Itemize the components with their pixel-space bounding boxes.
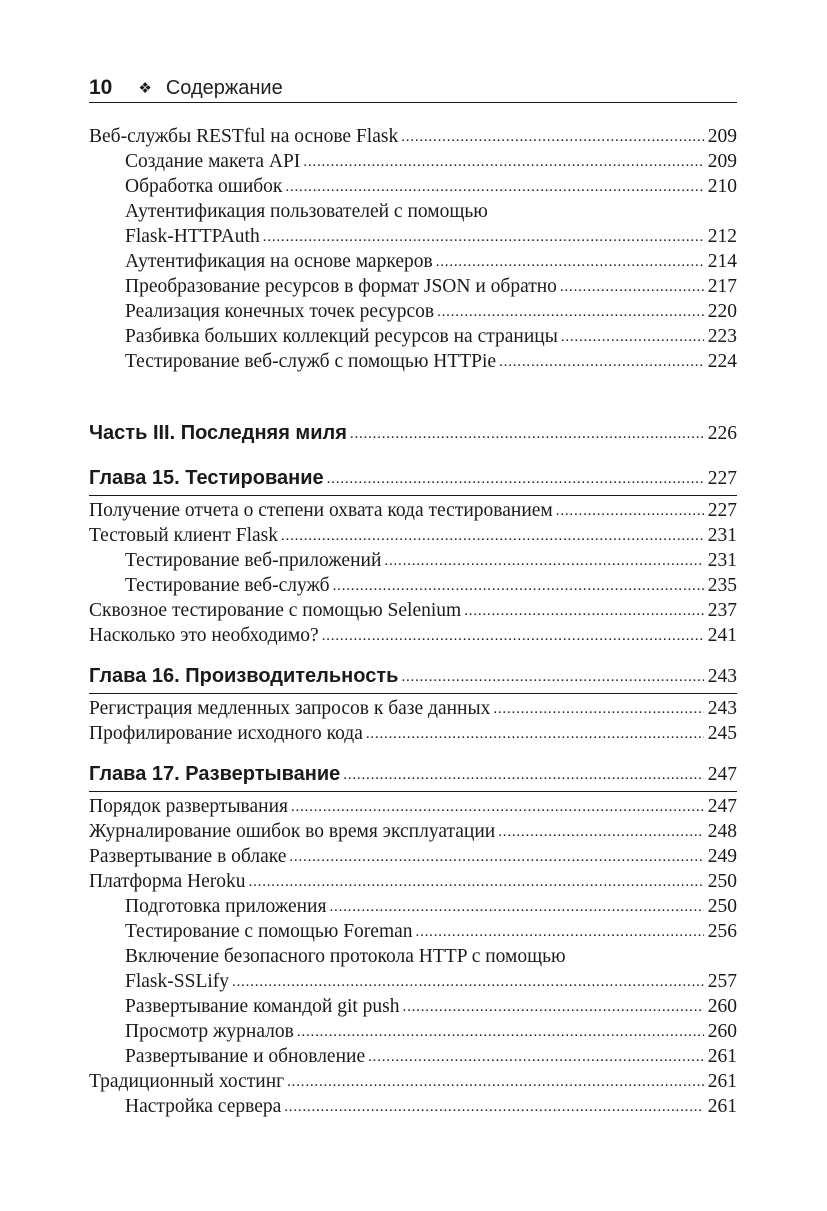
toc-entry-page: 248 xyxy=(707,821,737,842)
toc-entry-page: 247 xyxy=(707,796,737,817)
toc-entry xyxy=(89,1044,737,1069)
toc-entry-title: Тестирование веб-служб xyxy=(125,575,330,596)
dot-leader xyxy=(561,323,704,350)
toc-entry-title: Получение отчета о степени охвата кода тестированием xyxy=(89,500,553,521)
toc-entry-title: Создание макета API xyxy=(125,151,301,172)
toc-entry-page: 231 xyxy=(707,525,737,546)
toc-entry-page: 210 xyxy=(707,176,737,197)
toc-entry xyxy=(89,894,737,919)
toc-entry-page: 231 xyxy=(707,550,737,571)
toc-entry-page: 261 xyxy=(707,1046,737,1067)
chapter-title: Глава 16. Производительность xyxy=(89,665,399,687)
running-header xyxy=(89,74,737,103)
toc-entry xyxy=(89,149,737,174)
toc-entry-page: 227 xyxy=(707,500,737,521)
toc-entry-page: 250 xyxy=(707,871,737,892)
toc-chapter-heading xyxy=(89,660,737,694)
toc-entry xyxy=(89,869,737,894)
toc-entry xyxy=(89,174,737,199)
toc-entry-title: Тестирование веб-приложений xyxy=(125,550,382,571)
dot-leader xyxy=(263,223,704,250)
dot-leader xyxy=(368,1043,704,1070)
toc-entry-page: 256 xyxy=(707,921,737,942)
toc-entry-page: 217 xyxy=(707,276,737,297)
toc-entry-title: Развертывание командой git push xyxy=(125,996,400,1017)
toc-entry-title: Разбивка больших коллекций ресурсов на страницы xyxy=(125,326,558,347)
toc-entry-title: Журналирование ошибок во время эксплуатации xyxy=(89,821,496,842)
toc-entry xyxy=(89,274,737,299)
chapter-page: 243 xyxy=(707,666,737,687)
toc-entry xyxy=(89,844,737,869)
toc-entry-title: Насколько это необходимо? xyxy=(89,625,319,646)
toc-entry-title: Преобразование ресурсов в формат JSON и обратно xyxy=(125,276,557,297)
toc-entry xyxy=(89,623,737,648)
page-number: 10 xyxy=(89,76,113,99)
toc-entry-page: 257 xyxy=(707,971,737,992)
dot-leader xyxy=(366,720,704,747)
dot-leader xyxy=(437,298,704,325)
dot-leader xyxy=(403,993,704,1020)
dot-leader xyxy=(322,622,704,649)
toc-entry-page: 260 xyxy=(707,996,737,1017)
table-of-contents xyxy=(89,124,737,1119)
toc-entry xyxy=(89,1019,737,1044)
toc-entry-page: 245 xyxy=(707,723,737,744)
toc-entry-title: Просмотр журналов xyxy=(125,1021,294,1042)
toc-entry-title: Реализация конечных точек ресурсов xyxy=(125,301,435,322)
toc-entry-title: Подготовка приложения xyxy=(125,896,327,917)
dot-leader xyxy=(327,461,704,496)
toc-entry xyxy=(89,573,737,598)
toc-entry-page: 260 xyxy=(707,1021,737,1042)
dot-leader xyxy=(303,148,703,175)
toc-entry-title: Тестирование веб-служб с помощью HTTPie xyxy=(125,351,497,372)
toc-entry-title: Сквозное тестирование с помощью Selenium xyxy=(89,600,462,621)
toc-entry-title: Веб-службы RESTful на основе Flask xyxy=(89,126,399,147)
dot-leader xyxy=(416,918,704,945)
toc-entry-title: Порядок развертывания xyxy=(89,796,288,817)
dot-leader xyxy=(401,123,704,150)
toc-chapter-heading xyxy=(89,462,737,496)
toc-entry-page: 249 xyxy=(707,846,737,867)
dot-leader xyxy=(284,1093,704,1120)
four-diamond-ornament-icon: ❖ xyxy=(138,80,152,97)
toc-entry-title: Регистрация медленных запросов к базе данных xyxy=(89,698,491,719)
part-title: Часть III. Последняя миля xyxy=(89,422,347,444)
toc-entry-page: 223 xyxy=(707,326,737,347)
chapter-page: 227 xyxy=(707,468,737,489)
toc-entry xyxy=(89,1069,737,1094)
toc-entry-page: 209 xyxy=(707,126,737,147)
toc-entry-title: Flask-SSLify xyxy=(125,971,230,992)
dot-leader xyxy=(343,757,703,792)
toc-part-heading xyxy=(89,416,737,450)
dot-leader xyxy=(232,968,704,995)
toc-entry-title: Платформа Heroku xyxy=(89,871,246,892)
toc-entry-page: 261 xyxy=(707,1071,737,1092)
toc-entry-title: Развертывание в облаке xyxy=(89,846,287,867)
dot-leader xyxy=(249,868,704,895)
toc-entry-title: Включение безопасного протокола HTTP с помощью xyxy=(125,946,566,967)
part-page: 226 xyxy=(707,423,737,444)
dot-leader xyxy=(436,248,704,275)
toc-entry xyxy=(89,124,737,149)
dot-leader xyxy=(556,497,704,524)
toc-entry-title: Настройка сервера xyxy=(125,1096,282,1117)
dot-leader xyxy=(493,695,703,722)
toc-entry-title: Тестовый клиент Flask xyxy=(89,525,278,546)
toc-entry-wrapped-line xyxy=(89,944,737,969)
dot-leader xyxy=(384,547,703,574)
toc-chapter-heading xyxy=(89,758,737,792)
toc-entry-title: Тестирование с помощью Foreman xyxy=(125,921,413,942)
toc-entry xyxy=(89,249,737,274)
toc-entry xyxy=(89,696,737,721)
toc-entry-title: Flask-HTTPAuth xyxy=(125,226,260,247)
dot-leader xyxy=(281,522,704,549)
toc-entry-page: 220 xyxy=(707,301,737,322)
dot-leader xyxy=(464,597,704,624)
toc-entry-title: Обработка ошибок xyxy=(125,176,283,197)
dot-leader xyxy=(499,348,704,375)
toc-entry xyxy=(89,498,737,523)
toc-entry xyxy=(89,721,737,746)
toc-entry-page: 235 xyxy=(707,575,737,596)
toc-entry xyxy=(89,919,737,944)
toc-entry xyxy=(89,994,737,1019)
chapter-page: 247 xyxy=(707,764,737,785)
toc-entry-page: 224 xyxy=(707,351,737,372)
toc-entry-page: 261 xyxy=(707,1096,737,1117)
toc-entry-page: 250 xyxy=(707,896,737,917)
chapter-title: Глава 17. Развертывание xyxy=(89,763,341,785)
toc-entry xyxy=(89,224,737,249)
toc-entry-page: 209 xyxy=(707,151,737,172)
toc-entry-page: 214 xyxy=(707,251,737,272)
toc-entry-title: Аутентификация пользователей с помощью xyxy=(125,201,488,222)
dot-leader xyxy=(333,572,704,599)
dot-leader xyxy=(289,843,703,870)
toc-entry-page: 241 xyxy=(707,625,737,646)
toc-entry xyxy=(89,523,737,548)
toc-entry xyxy=(89,349,737,374)
toc-entry xyxy=(89,969,737,994)
toc-entry-title: Традиционный хостинг xyxy=(89,1071,285,1092)
toc-entry xyxy=(89,1094,737,1119)
toc-entry xyxy=(89,324,737,349)
toc-entry-title: Аутентификация на основе маркеров xyxy=(125,251,433,272)
toc-entry xyxy=(89,299,737,324)
toc-entry-page: 237 xyxy=(707,600,737,621)
dot-leader xyxy=(560,273,704,300)
header-title: Содержание xyxy=(165,76,283,99)
toc-entry-page: 243 xyxy=(707,698,737,719)
dot-leader xyxy=(498,818,704,845)
toc-entry-title: Профилирование исходного кода xyxy=(89,723,363,744)
toc-entry-title: Развертывание и обновление xyxy=(125,1046,366,1067)
dot-leader xyxy=(350,416,704,451)
toc-entry xyxy=(89,819,737,844)
dot-leader xyxy=(297,1018,704,1045)
toc-entry xyxy=(89,548,737,573)
chapter-title: Глава 15. Тестирование xyxy=(89,467,324,489)
toc-entry-wrapped-line xyxy=(89,199,737,224)
dot-leader xyxy=(291,793,704,820)
toc-entry xyxy=(89,794,737,819)
dot-leader xyxy=(287,1068,704,1095)
toc-entry-page: 212 xyxy=(707,226,737,247)
dot-leader xyxy=(329,893,703,920)
dot-leader xyxy=(285,173,703,200)
dot-leader xyxy=(401,659,703,694)
toc-entry xyxy=(89,598,737,623)
